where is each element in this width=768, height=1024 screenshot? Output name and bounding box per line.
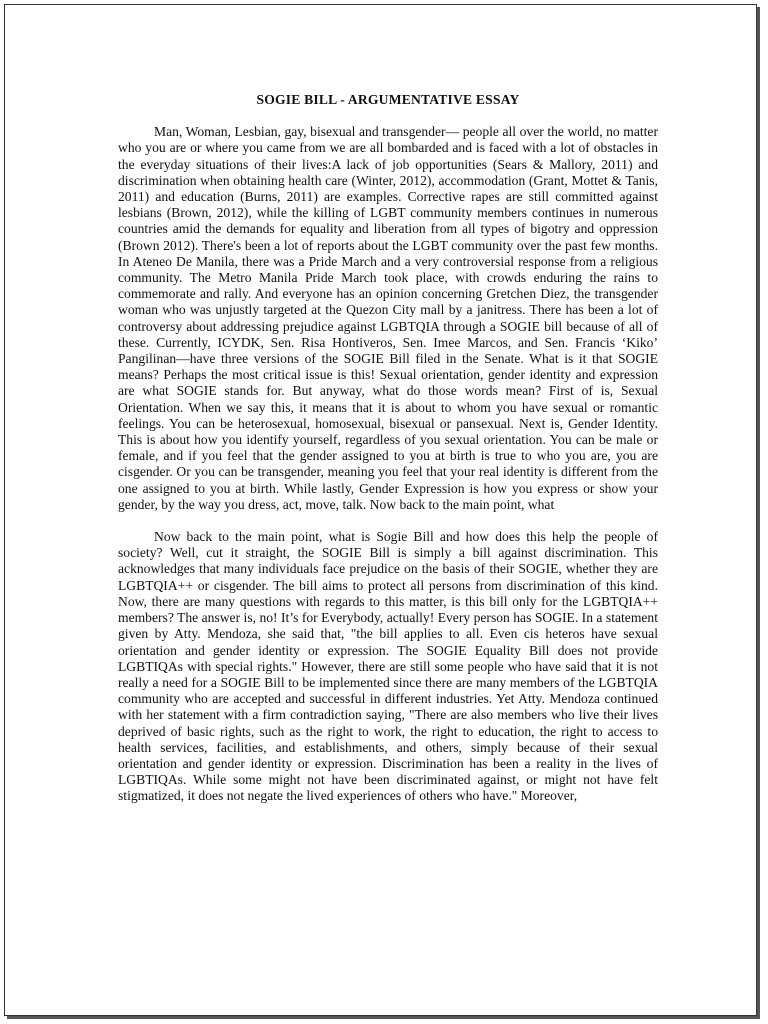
- document-title: SOGIE BILL - ARGUMENTATIVE ESSAY: [256, 92, 520, 107]
- paragraph-2: Now back to the main point, what is Sogie Bill and how does this help the people of society? Well, cut it straight, the SOGIE Bill is simply a bill against discrimination. This acknowledges that many individuals face prejudice on the basis of their SOGIE, whether they are LGBTQIA++ or cisgender. The bill aims to protect all persons from discrimination of this kind. Now, there are many questions with regards to this matter, is this bill only for the LGBTQIA++ members? The answer is, no! It’s for Everybody, actually! Every person has SOGIE. In a statement given by Atty. Mendoza, she said that, "the bill applies to all. Even cis heteros have sexual orientation and gender identity or expression. The SOGIE Equality Bill does not provide LGBTIQAs with special rights." However, there are still some people who have said that it is not really a need for a SOGIE Bill to be implemented since there are many members of the LGBTQIA community who are accepted and successful in different industries. Yet Atty. Mendoza continued with her statement with a firm contradiction saying, "There are also members who live their lives deprived of basic rights, such as the right to work, the right to education, the right to access to health services, facilities, and establishments, and others, simply because of their sexual orientation and gender identity or expression. Discrimination has been a reality in the lives of LGBTIQAs. While some might not have been discriminated against, or might not have felt stigmatized, it does not negate the lived experiences of others who have." Moreover,: [118, 529, 658, 804]
- document-body: [118, 92, 658, 805]
- paragraph-1: Man, Woman, Lesbian, gay, bisexual and transgender— people all over the world, no matter who you are or where you came from we are all bombarded and is faced with a lot of obstacles in the everyday situations of their lives:A lack of job opportunities (Sears & Mallory, 2011) and discrimination when obtaining health care (Winter, 2012), accommodation (Grant, Mottet & Tanis, 2011) and education (Burns, 2011) are examples. Corrective rapes are still committed against lesbians (Brown, 2012), while the killing of LGBT community members continues in numerous countries amid the demands for equality and liberation from all types of bigotry and oppression (Brown 2012). There's been a lot of reports about the LGBT community over the past few months. In Ateneo De Manila, there was a Pride March and a very controversial response from a religious community. The Metro Manila Pride March took place, with crowds enduring the rains to commemorate and rally. And everyone has an opinion concerning Gretchen Diez, the transgender woman who was unjustly targeted at the Quezon City mall by a janitress. There has been a lot of controversy about addressing prejudice against LGBTQIA through a SOGIE bill because of all of these. Currently, ICYDK, Sen. Risa Hontiveros, Sen. Imee Marcos, and Sen. Francis ‘Kiko’ Pangilinan—have three versions of the SOGIE Bill filed in the Senate. What is it that SOGIE means? Perhaps the most critical issue is this! Sexual orientation, gender identity and expression are what SOGIE stands for. But anyway, what do those words mean? First of is, Sexual Orientation. When we say this, it means that it is about to whom you have sexual or romantic feelings. You can be heterosexual, homosexual, bisexual or pansexual. Next is, Gender Identity. This is about how you identify yourself, regardless of you sexual orientation. You can be male or female, and if you feel that the gender assigned to you at birth is true to who you are, you are cisgender. Or you can be transgender, meaning you feel that your real identity is different from the one assigned to you at birth. While lastly, Gender Expression is how you express or show your gender, by the way you dress, act, move, talk. Now back to the main point, what: [118, 124, 658, 512]
- document-page: [4, 4, 757, 1016]
